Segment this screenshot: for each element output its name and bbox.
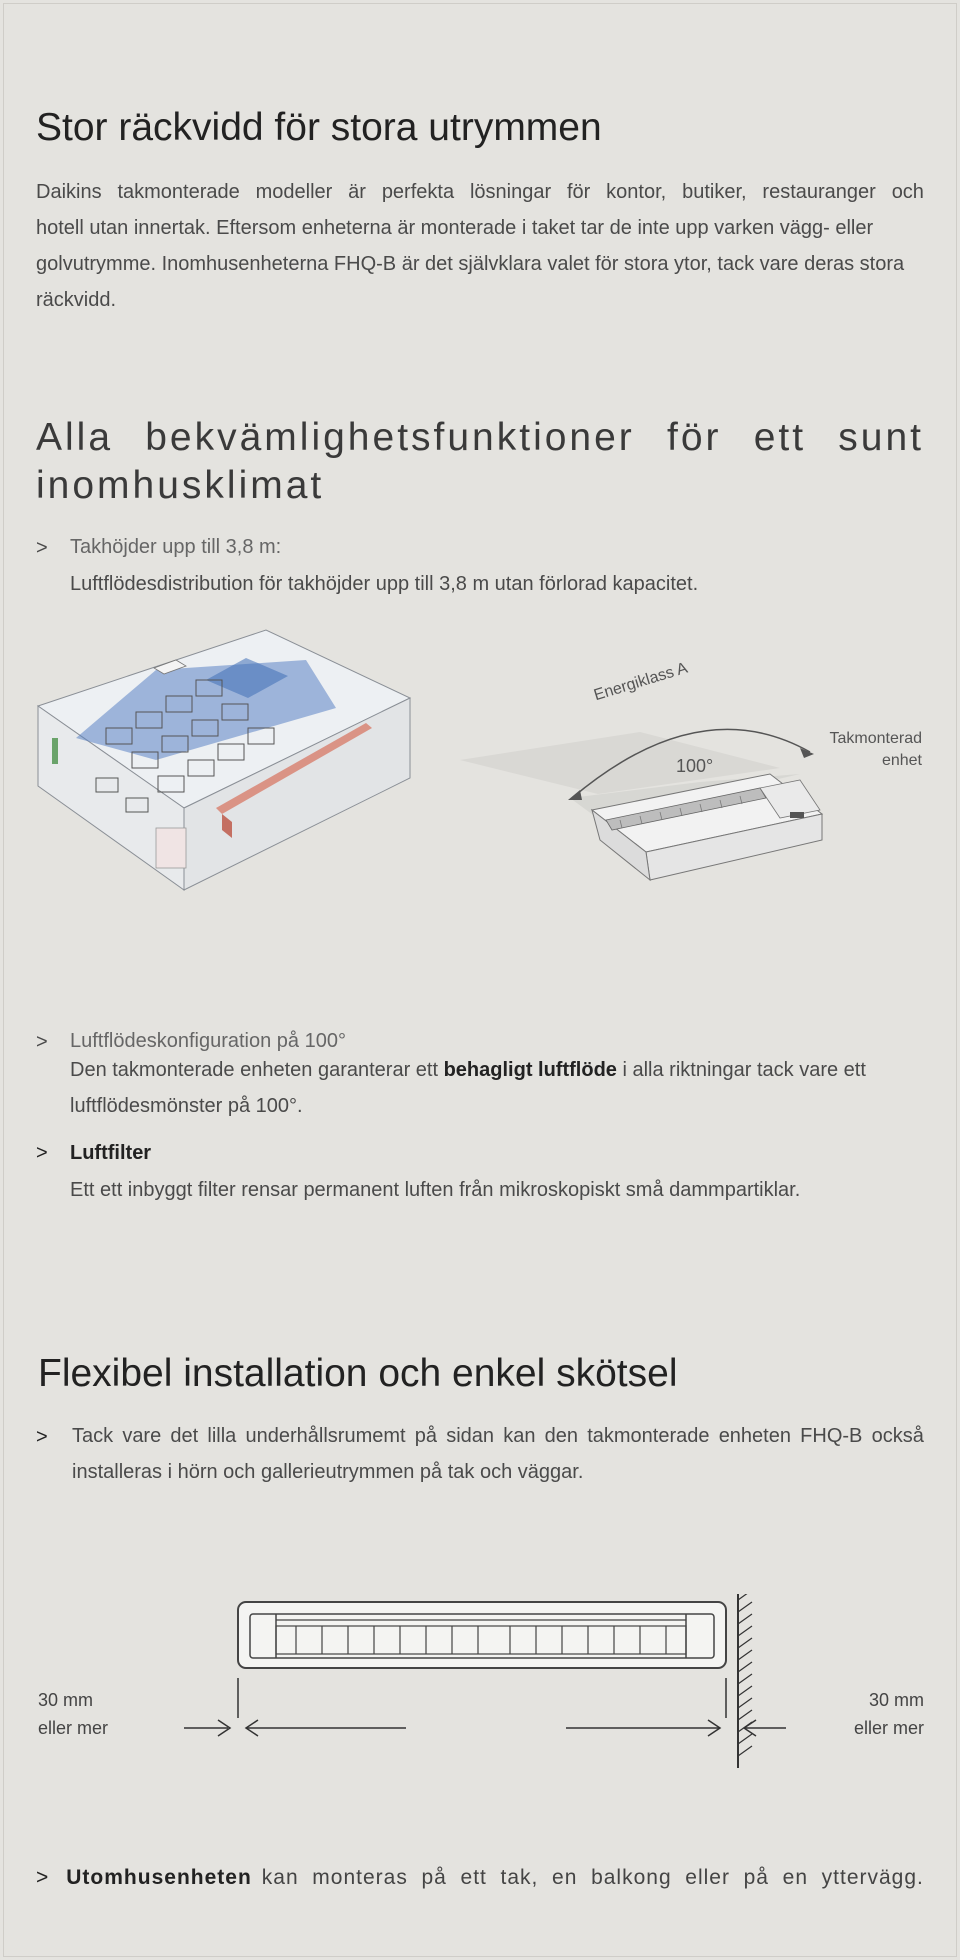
word: på: [743, 1866, 769, 1889]
word: för: [667, 416, 722, 459]
section-title-comfort: [36, 414, 924, 510]
word: för: [566, 181, 591, 203]
word: på: [421, 1866, 447, 1889]
airflow-body-post: i alla riktningar tack vare ett: [622, 1059, 866, 1081]
word: underhållsrumemt: [245, 1425, 406, 1447]
word: sidan: [446, 1425, 495, 1447]
word: Alla: [36, 416, 114, 459]
energy-class-label: Energiklass A: [592, 659, 690, 705]
section-title-range: Stor räckvidd för stora utrymmen: [36, 106, 602, 149]
word: är: [348, 181, 366, 203]
word: restauranger: [762, 181, 876, 203]
installation-line-2: installeras i hörn och gallerieutrymmen på tak och väggar.: [72, 1461, 584, 1483]
word: kontor,: [606, 181, 667, 203]
word: vare: [122, 1425, 162, 1447]
bullet-ceiling-height-body: Luftflödesdistribution för takhöjder upp till 3,8 m utan förlorad kapacitet.: [70, 573, 699, 595]
airflow-body-pre: Den takmonterade enheten garanterar ett: [70, 1059, 439, 1081]
word: också: [871, 1425, 924, 1447]
word: den: [544, 1425, 579, 1447]
bullet-marker: >: [36, 1142, 48, 1164]
word: en: [552, 1866, 578, 1889]
unit-label-line-2: enhet: [881, 752, 922, 769]
bullet-filter-title: Luftfilter: [70, 1142, 152, 1164]
word: ett: [460, 1866, 487, 1889]
bullet-marker: >: [36, 537, 48, 559]
clearance-diagram: [180, 1594, 800, 1774]
title-line-2: inomhusklimat: [36, 464, 325, 507]
airflow-body-line-1: [70, 1052, 930, 1088]
word: yttervägg.: [821, 1866, 924, 1889]
title-line-1: [36, 414, 924, 462]
paragraph-line-4: räckvidd.: [36, 289, 117, 311]
word: Daikins: [36, 181, 102, 203]
word: det: [170, 1425, 199, 1447]
bullet-marker: >: [36, 1866, 49, 1889]
word: sunt: [838, 416, 924, 459]
paragraph-line-3: golvutrymme. Inomhusenheterna FHQ-B är det självklara valet för stora ytor, tack vare deras stora: [36, 253, 905, 275]
unit-label: [830, 728, 923, 772]
word: kan: [503, 1425, 536, 1447]
word: bekvämlighetsfunktioner: [145, 416, 635, 459]
angle-label: 100°: [676, 756, 714, 776]
word: lilla: [207, 1425, 237, 1447]
clearance-right-label: [854, 1686, 924, 1742]
word: monteras: [312, 1866, 408, 1889]
paragraph-line-2: hotell utan innertak. Eftersom enheterna är monterade i taket tar de inte upp varken vägg- eller: [36, 217, 874, 239]
clearance-right-line-2: eller mer: [853, 1718, 924, 1738]
paragraph-line-1: [36, 174, 924, 210]
word: takmonterade: [117, 181, 240, 203]
word: på: [414, 1425, 438, 1447]
word: perfekta: [381, 181, 455, 203]
unit-label-line-1: Takmonterad: [829, 730, 922, 747]
word: eller: [685, 1866, 730, 1889]
bullet-airflow-body: [70, 1052, 930, 1124]
installation-line-1: [72, 1418, 924, 1454]
word: Tack: [72, 1425, 114, 1447]
clearance-left-line-1: 30 mm: [38, 1690, 94, 1710]
bullet-marker: >: [36, 1031, 48, 1053]
word: ett: [753, 416, 807, 459]
word: en: [782, 1866, 808, 1889]
bullet-marker: >: [36, 1426, 48, 1448]
footer-line: [36, 1866, 924, 1890]
airflow-body-line-2: luftflödesmönster på 100°.: [70, 1095, 303, 1117]
word: modeller: [255, 181, 333, 203]
bullet-filter-body: Ett ett inbyggt filter rensar permanent luften från mikroskopiskt små dammpartiklar.: [70, 1179, 801, 1201]
word: enheten: [718, 1425, 791, 1447]
airflow-body-bold: behagligt luftflöde: [443, 1059, 617, 1081]
word: lösningar: [469, 181, 552, 203]
clearance-left-label: [38, 1686, 108, 1742]
footer-bold: Utomhusenheten: [66, 1866, 252, 1889]
word: FHQ-B: [800, 1425, 863, 1447]
footer-rest: [262, 1866, 924, 1890]
installation-paragraph: [72, 1418, 924, 1490]
bullet-ceiling-height-title: Takhöjder upp till 3,8 m:: [70, 536, 282, 558]
word: och: [891, 181, 924, 203]
word: takmonterade: [587, 1425, 710, 1447]
unit-airflow-diagram: [460, 670, 930, 910]
bullet-airflow-title: Luftflödeskonfiguration på 100°: [70, 1030, 346, 1052]
section-paragraph-range: [36, 174, 924, 318]
room-illustration: [36, 628, 412, 892]
clearance-left-line-2: eller mer: [38, 1718, 109, 1738]
section-title-installation: Flexibel installation och enkel skötsel: [38, 1352, 678, 1395]
word: kan: [261, 1866, 299, 1889]
word: tak,: [500, 1866, 539, 1889]
word: butiker,: [682, 181, 747, 203]
word: balkong: [591, 1866, 672, 1889]
clearance-right-line-1: 30 mm: [868, 1690, 924, 1710]
